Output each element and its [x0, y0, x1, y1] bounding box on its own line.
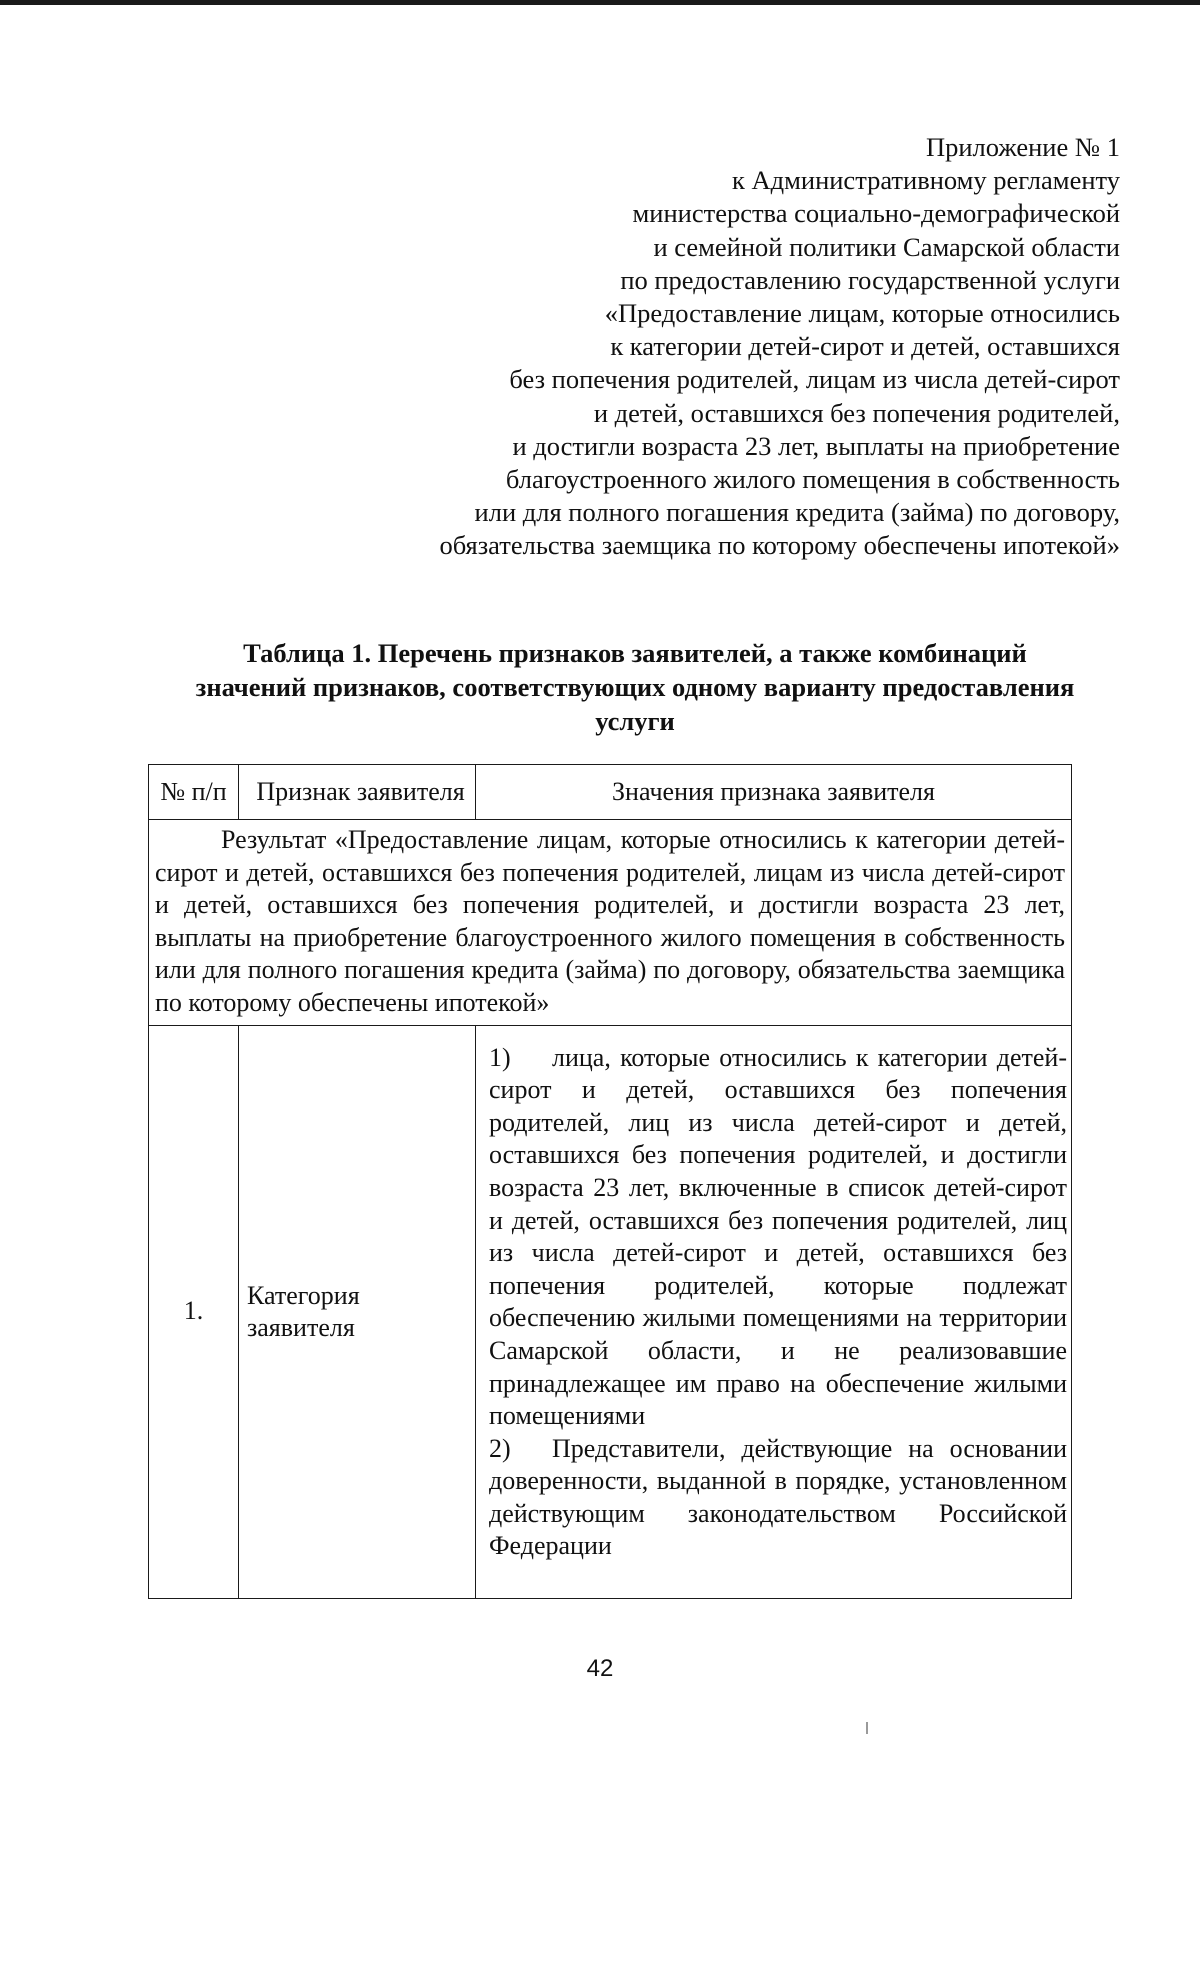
column-header-number: № п/п [149, 765, 239, 820]
appendix-line: или для полного погашения кредита (займа) по договору, [474, 497, 1120, 528]
value-item-1 [489, 1042, 1067, 1433]
appendix-line: Приложение № 1 [925, 132, 1120, 162]
column-header-attribute: Признак заявителя [239, 765, 476, 820]
appendix-header [360, 131, 1120, 563]
result-cell [149, 820, 1072, 1026]
result-text: Результат «Предоставление лицам, которые относились к категории детей-сирот и детей, оставшихся без попечения родителей, лицам из числа детей-сирот и детей, оставшихся без попечения родителей, и достигли возраста 23 лет, выплаты на приобретение благоустроенного жилого помещения в собственность или для полного погашения кредита (займа) по договору, обязательства заемщика по которому обеспечены ипотекой» [155, 825, 1065, 1017]
table-title-line: Таблица 1. Перечень признаков заявителей, а также комбинаций [243, 638, 1027, 668]
row-number-cell: 1. [149, 1025, 239, 1598]
row-attribute-cell [239, 1025, 476, 1598]
appendix-line: и детей, оставшихся без попечения родителей, [593, 397, 1120, 428]
item-text: лица, которые относились к категории детей-сирот и детей, оставшихся без попечения родителей, лиц из числа детей-сирот и детей, оставшихся без попечения родителей, и достигли возраста 23 лет, включенные в список детей-сирот и детей, оставшихся без попечения родителей, лиц из числа детей-сирот и детей, оставшихся без попечения родителей, которые подлежат обеспечению жилыми помещениями на территории Самарской области, и не реализовавшие принадлежащее им право на обеспечение жилыми помещениями [489, 1042, 1067, 1431]
table-title-line: значений признаков, соответствующих одному варианту предоставления [195, 672, 1075, 702]
attribute-line: заявителя [247, 1312, 355, 1342]
appendix-line: министерства социально-демографической [632, 198, 1120, 229]
item-number: 1) [489, 1042, 511, 1072]
appendix-line: без попечения родителей, лицам из числа детей-сирот [509, 364, 1120, 395]
appendix-line: и достигли возраста 23 лет, выплаты на приобретение [512, 430, 1120, 461]
table-row [149, 1025, 1072, 1598]
appendix-line: и семейной политики Самарской области [653, 231, 1120, 262]
appendix-line: по предоставлению государственной услуги [620, 264, 1120, 295]
item-number: 2) [489, 1433, 511, 1463]
appendix-line: к категории детей-сирот и детей, оставшихся [610, 331, 1120, 362]
value-item-2 [489, 1433, 1067, 1563]
appendix-line: обязательства заемщика по которому обеспечены ипотекой» [439, 530, 1120, 561]
item-text: Представители, действующие на основании доверенности, выданной в порядке, установленном действующим законодательством Российской Федерации [489, 1433, 1067, 1561]
column-header-values: Значения признака заявителя [476, 765, 1072, 820]
scan-artifact [866, 1722, 868, 1734]
table-header-row [149, 765, 1072, 820]
page-number: 42 [586, 1655, 614, 1682]
attribute-line: Категория [247, 1280, 360, 1310]
table-title-line: услуги [595, 706, 675, 736]
appendix-line: благоустроенного жилого помещения в собственность [505, 464, 1120, 495]
table-title [160, 636, 1110, 738]
applicant-attributes-table [148, 764, 1072, 1599]
row-values-cell [476, 1025, 1072, 1598]
result-row [149, 820, 1072, 1026]
appendix-line: «Предоставление лицам, которые относились [604, 298, 1120, 329]
appendix-line: к Административному регламенту [732, 165, 1120, 196]
